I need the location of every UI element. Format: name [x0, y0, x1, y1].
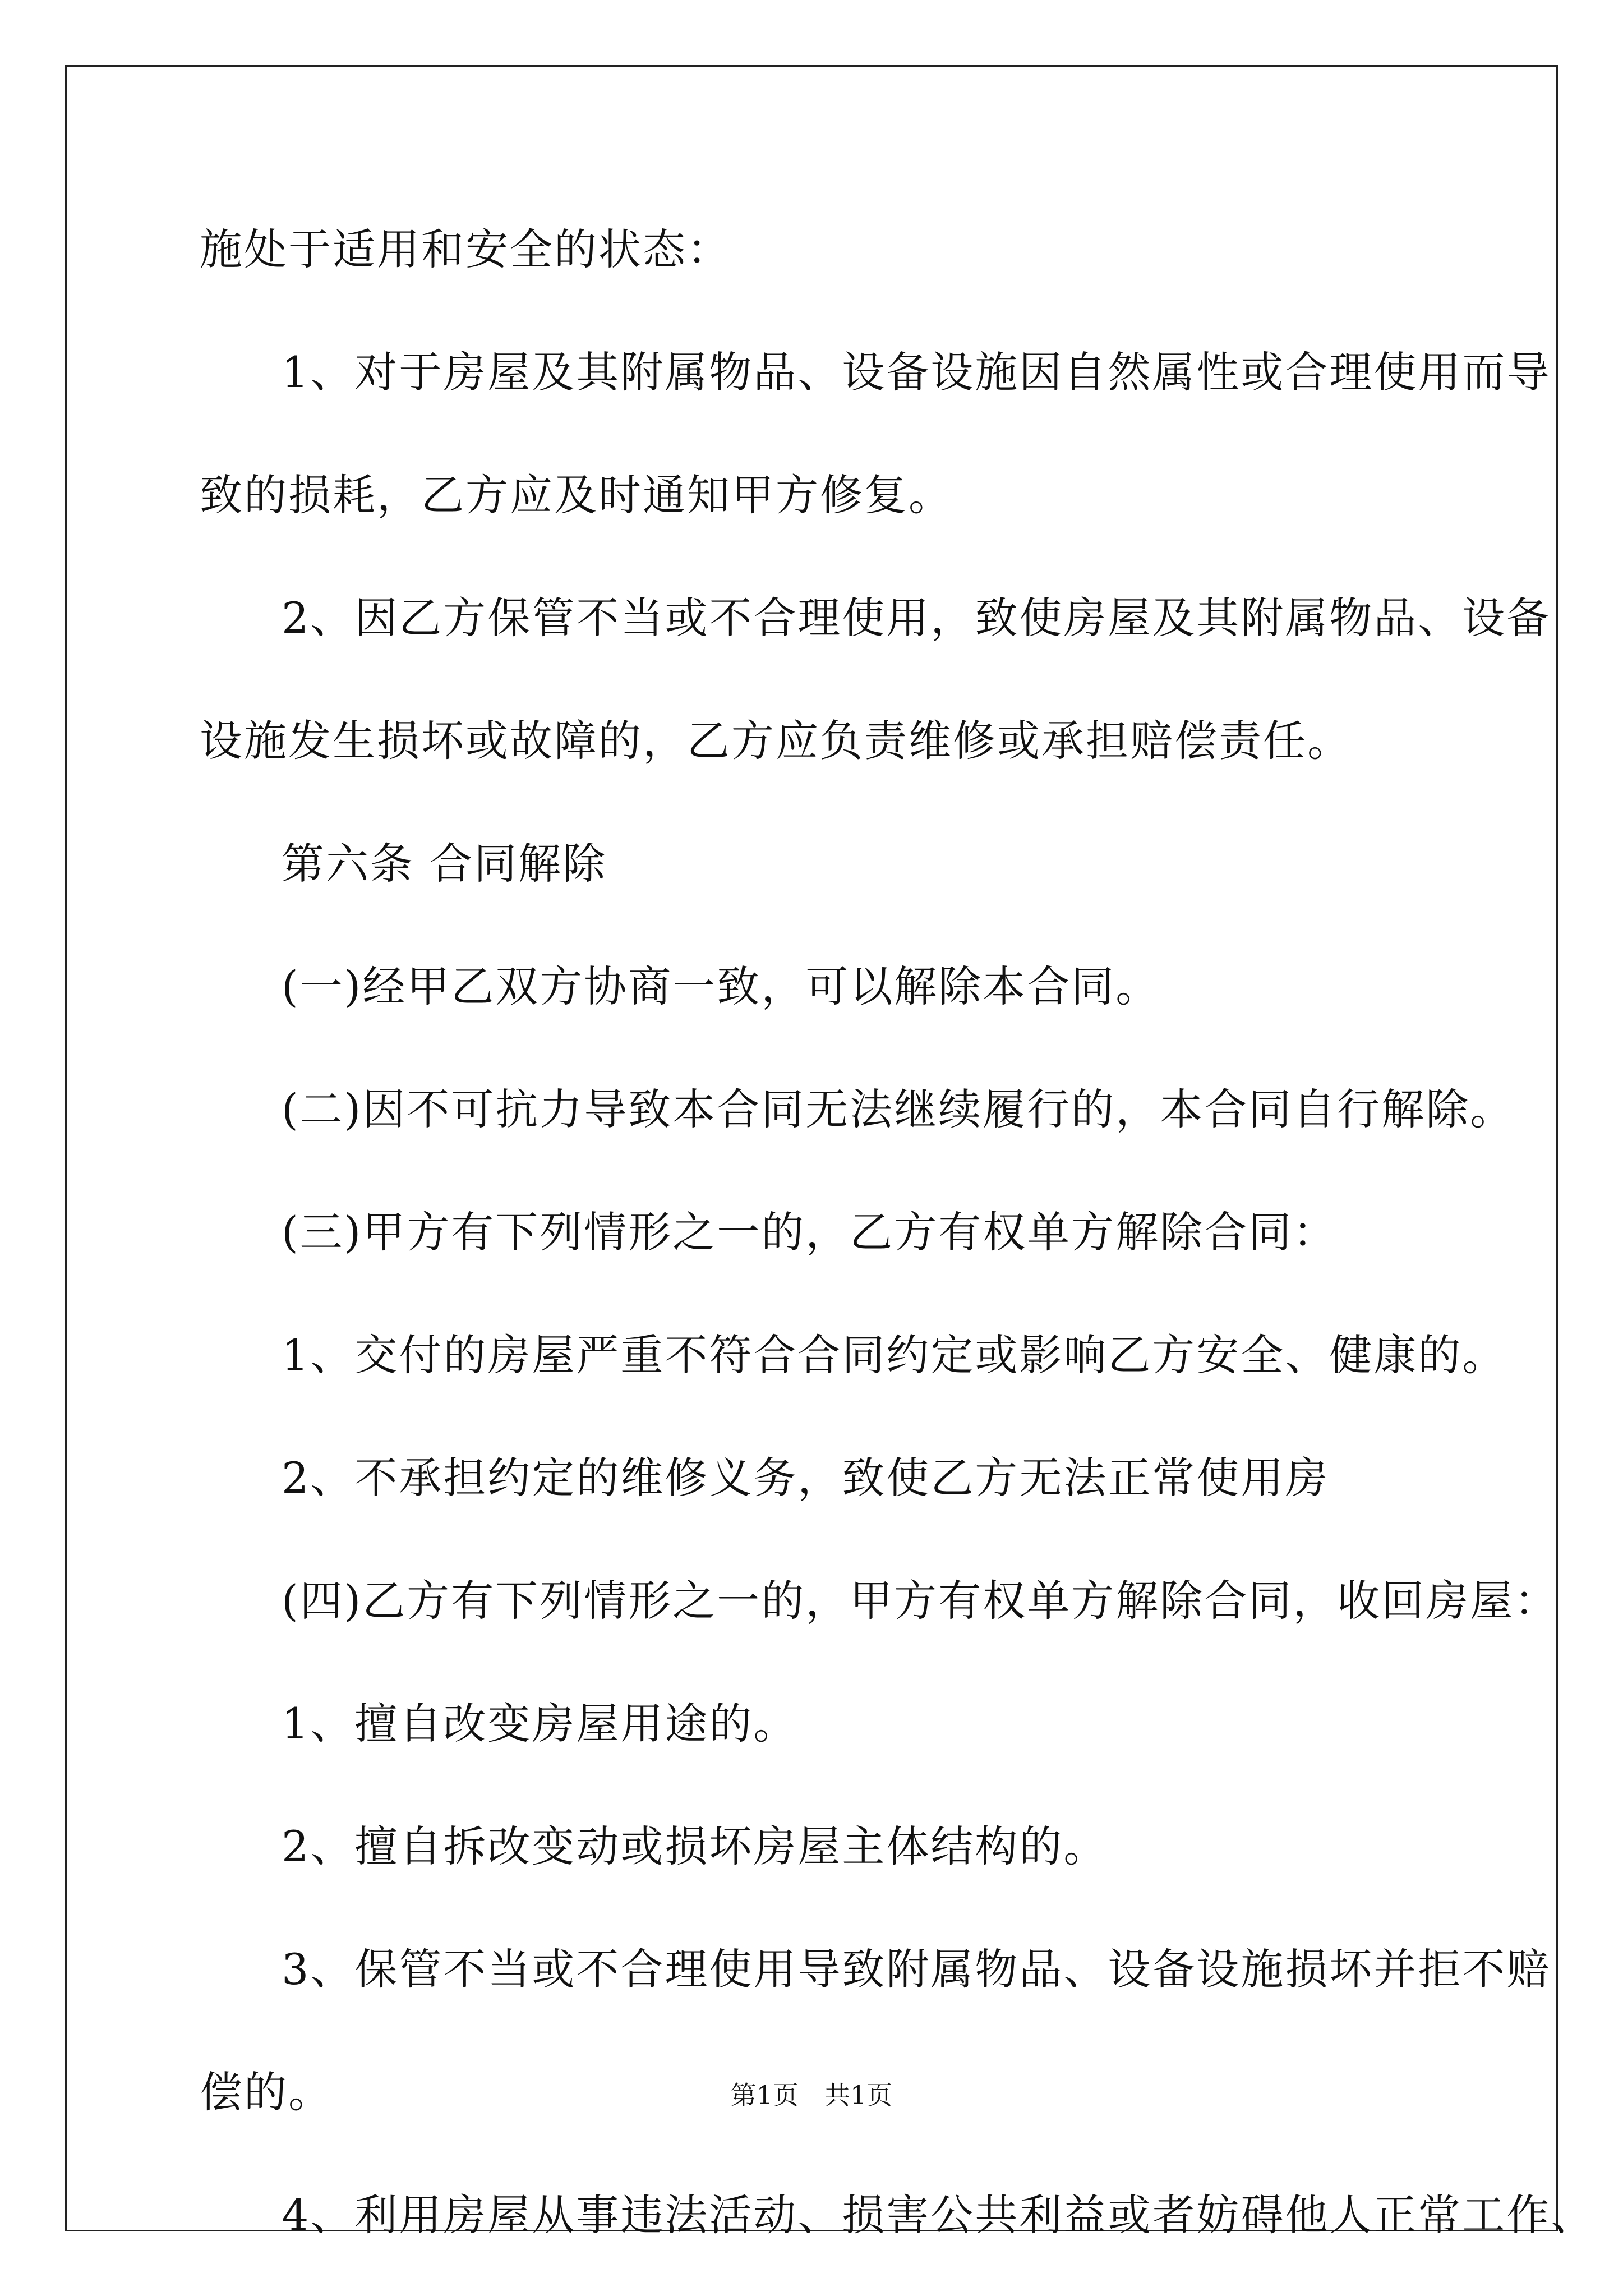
- text-line: 3、保管不当或不合理使用导致附属物品、设备设施损坏并拒不赔: [282, 1944, 1551, 1994]
- text-line: 2、不承担约定的维修义务，致使乙方无法正常使用房: [282, 1453, 1330, 1503]
- text-line: 2、擅自拆改变动或损坏房屋主体结构的。: [282, 1821, 1108, 1871]
- text-line: 偿的。: [200, 2067, 333, 2117]
- page-footer: 第1页 共1页: [730, 2080, 893, 2110]
- text-line: 设施发生损坏或故障的，乙方应负责维修或承担赔偿责任。: [200, 716, 1352, 766]
- text-line: 4、利用房屋从事违法活动、损害公共利益或者妨碍他人正常工作、: [282, 2190, 1596, 2240]
- text-line: 1、交付的房屋严重不符合合同约定或影响乙方安全、健康的。: [282, 1330, 1507, 1380]
- text-line: (四)乙方有下列情形之一的，甲方有权单方解除合同，收回房屋：: [282, 1576, 1559, 1626]
- text-line: 致的损耗，乙方应及时通知甲方修复。: [200, 470, 953, 520]
- text-line: 1、擅自改变房屋用途的。: [282, 1699, 798, 1749]
- section-heading: 第六条 合同解除: [282, 839, 607, 889]
- text-line: (三)甲方有下列情形之一的，乙方有权单方解除合同：: [282, 1207, 1338, 1257]
- text-line: 2、因乙方保管不当或不合理使用，致使房屋及其附属物品、设备: [282, 593, 1551, 643]
- text-line: 1、对于房屋及其附属物品、设备设施因自然属性或合理使用而导: [282, 347, 1551, 397]
- text-line: 施处于适用和安全的状态：: [200, 224, 731, 274]
- text-line: (二)因不可抗力导致本合同无法继续履行的，本合同自行解除。: [282, 1084, 1515, 1134]
- text-line: (一)经甲乙双方协商一致，可以解除本合同。: [282, 961, 1160, 1011]
